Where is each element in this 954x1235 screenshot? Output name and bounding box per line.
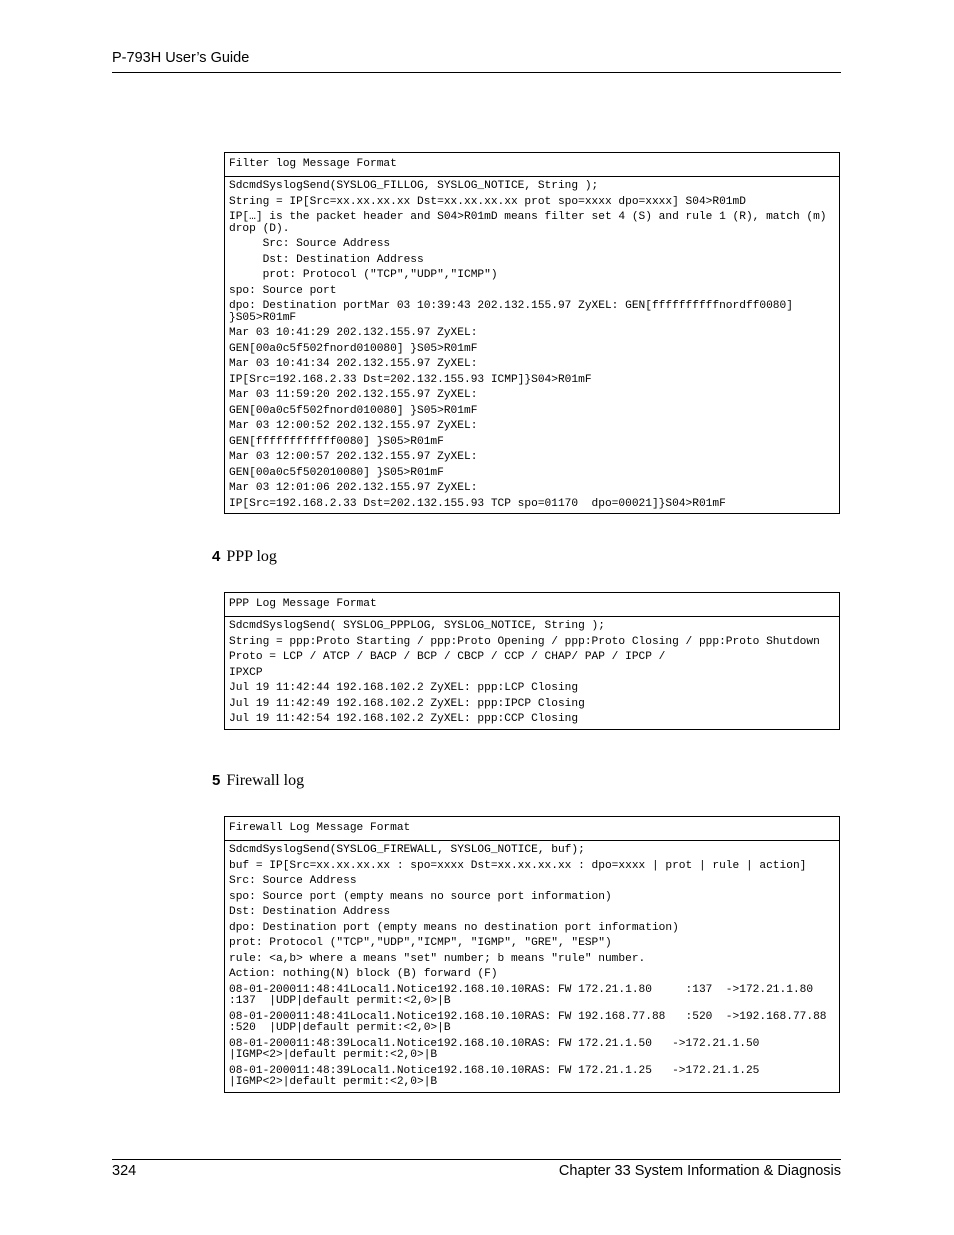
firewall-log-body xyxy=(225,841,847,1092)
page-footer xyxy=(112,1159,841,1179)
firewall-log-heading: Firewall Log Message Format xyxy=(225,817,839,841)
filter-log-heading: Filter log Message Format xyxy=(225,153,839,177)
filter-log-line: GEN[ffffffffffff0080] }S05>R01mF xyxy=(229,435,444,448)
chapter-title: Chapter 33 System Information & Diagnosis xyxy=(558,1163,841,1179)
filter-log-body xyxy=(225,177,839,513)
firewall-log-line: dpo: Destination port (empty means no destination port information) xyxy=(229,921,679,934)
page-number: 324 xyxy=(112,1163,137,1179)
firewall-log-line: buf = IP[Src=xx.xx.xx.xx : spo=xxxx Dst=xx.xx.xx.xx : dpo=xxxx | prot | rule | action] xyxy=(229,859,807,872)
ppp-log-box xyxy=(224,592,840,730)
filter-log-line: Src: Source Address xyxy=(229,238,391,250)
firewall-log-box xyxy=(224,816,847,1093)
ppp-log-line: Jul 19 11:42:54 192.168.102.2 ZyXEL: ppp:CCP Closing xyxy=(229,713,579,725)
firewall-log-line: SdcmdSyslogSend(SYSLOG_FIREWALL, SYSLOG_NOTICE, buf); xyxy=(229,844,585,856)
firewall-section-number: 5 xyxy=(212,772,221,789)
filter-log-line: GEN[00a0c5f502fnord010080] }S05>R01mF xyxy=(229,404,478,417)
filter-log-line: GEN[00a0c5f502fnord010080] }S05>R01mF xyxy=(229,342,478,355)
firewall-log-line: spo: Source port (empty means no source port information) xyxy=(229,890,612,903)
filter-log-line: prot: Protocol ("TCP","UDP","ICMP") xyxy=(229,269,498,281)
firewall-log-line: 08-01-200011:48:41Local1.Notice192.168.10.10RAS: FW 172.21.1.80 :137 ->172.21.1.80 :137 |UDP|default permit:<2,0>|B xyxy=(229,983,847,1007)
filter-log-line: Mar 03 12:00:57 202.132.155.97 ZyXEL: xyxy=(229,451,478,463)
ppp-log-line: IPXCP xyxy=(229,666,263,679)
firewall-log-line: prot: Protocol ("TCP","UDP","ICMP", "IGMP", "GRE", "ESP") xyxy=(229,937,612,949)
filter-log-line: Mar 03 10:41:29 202.132.155.97 ZyXEL: xyxy=(229,327,478,339)
filter-log-line: spo: Source port xyxy=(229,284,337,297)
filter-log-line: String = IP[Src=xx.xx.xx.xx Dst=xx.xx.xx.xx prot spo=xxxx dpo=xxxx] S04>R01mD xyxy=(229,195,746,208)
ppp-log-line: String = ppp:Proto Starting / ppp:Proto Opening / ppp:Proto Closing / ppp:Proto Shutdown xyxy=(229,635,820,648)
ppp-log-line: Jul 19 11:42:49 192.168.102.2 ZyXEL: ppp:IPCP Closing xyxy=(229,697,585,710)
filter-log-line: IP[…] is the packet header and S04>R01mD means filter set 4 (S) and rule 1 (R), match (m) drop (D). xyxy=(229,211,834,235)
firewall-log-line: Dst: Destination Address xyxy=(229,906,391,918)
filter-log-line: Mar 03 11:59:20 202.132.155.97 ZyXEL: xyxy=(229,389,478,401)
filter-log-line: Mar 03 10:41:34 202.132.155.97 ZyXEL: xyxy=(229,358,478,370)
ppp-log-heading: PPP Log Message Format xyxy=(225,593,839,617)
ppp-log-line: SdcmdSyslogSend( SYSLOG_PPPLOG, SYSLOG_NOTICE, String ); xyxy=(229,620,605,632)
ppp-section-number: 4 xyxy=(212,548,221,565)
page-header xyxy=(112,50,841,73)
filter-log-line: Mar 03 12:00:52 202.132.155.97 ZyXEL: xyxy=(229,420,478,432)
firewall-log-line: 08-01-200011:48:39Local1.Notice192.168.10.10RAS: FW 172.21.1.50 ->172.21.1.50 |IGMP<2>|default permit:<2,0>|B xyxy=(229,1037,767,1061)
firewall-section-heading xyxy=(212,772,304,790)
firewall-log-line: 08-01-200011:48:41Local1.Notice192.168.10.10RAS: FW 192.168.77.88 :520 ->192.168.77.88 :520 |UDP|default permit:<2,0>|B xyxy=(229,1010,847,1034)
ppp-section-heading xyxy=(212,548,277,566)
ppp-log-body xyxy=(225,617,839,729)
filter-log-line: dpo: Destination portMar 03 10:39:43 202.132.155.97 ZyXEL: GEN[ffffffffffnordff0080] }S05>R01mF xyxy=(229,300,800,324)
ppp-log-line: Proto = LCP / ATCP / BACP / BCP / CBCP / CCP / CHAP/ PAP / IPCP / xyxy=(229,651,666,663)
filter-log-line: Dst: Destination Address xyxy=(229,253,424,266)
ppp-log-line: Jul 19 11:42:44 192.168.102.2 ZyXEL: ppp:LCP Closing xyxy=(229,682,579,694)
firewall-log-line: Action: nothing(N) block (B) forward (F) xyxy=(229,968,498,980)
filter-log-line: IP[Src=192.168.2.33 Dst=202.132.155.93 ICMP]}S04>R01mF xyxy=(229,373,592,386)
filter-log-line: GEN[00a0c5f502010080] }S05>R01mF xyxy=(229,466,444,479)
ppp-section-title: PPP log xyxy=(226,548,277,565)
header-title: P-793H User’s Guide xyxy=(112,50,250,66)
firewall-section-title: Firewall log xyxy=(226,772,305,789)
filter-log-box xyxy=(224,152,840,514)
filter-log-line: SdcmdSyslogSend(SYSLOG_FILLOG, SYSLOG_NOTICE, String ); xyxy=(229,180,599,192)
firewall-log-line: 08-01-200011:48:39Local1.Notice192.168.10.10RAS: FW 172.21.1.25 ->172.21.1.25 |IGMP<2>|default permit:<2,0>|B xyxy=(229,1064,767,1088)
filter-log-line: Mar 03 12:01:06 202.132.155.97 ZyXEL: xyxy=(229,482,478,494)
filter-log-line: IP[Src=192.168.2.33 Dst=202.132.155.93 TCP spo=01170 dpo=00021]}S04>R01mF xyxy=(229,497,726,510)
firewall-log-line: rule: <a,b> where a means "set" number; b means "rule" number. xyxy=(229,952,646,965)
firewall-log-line: Src: Source Address xyxy=(229,875,357,887)
